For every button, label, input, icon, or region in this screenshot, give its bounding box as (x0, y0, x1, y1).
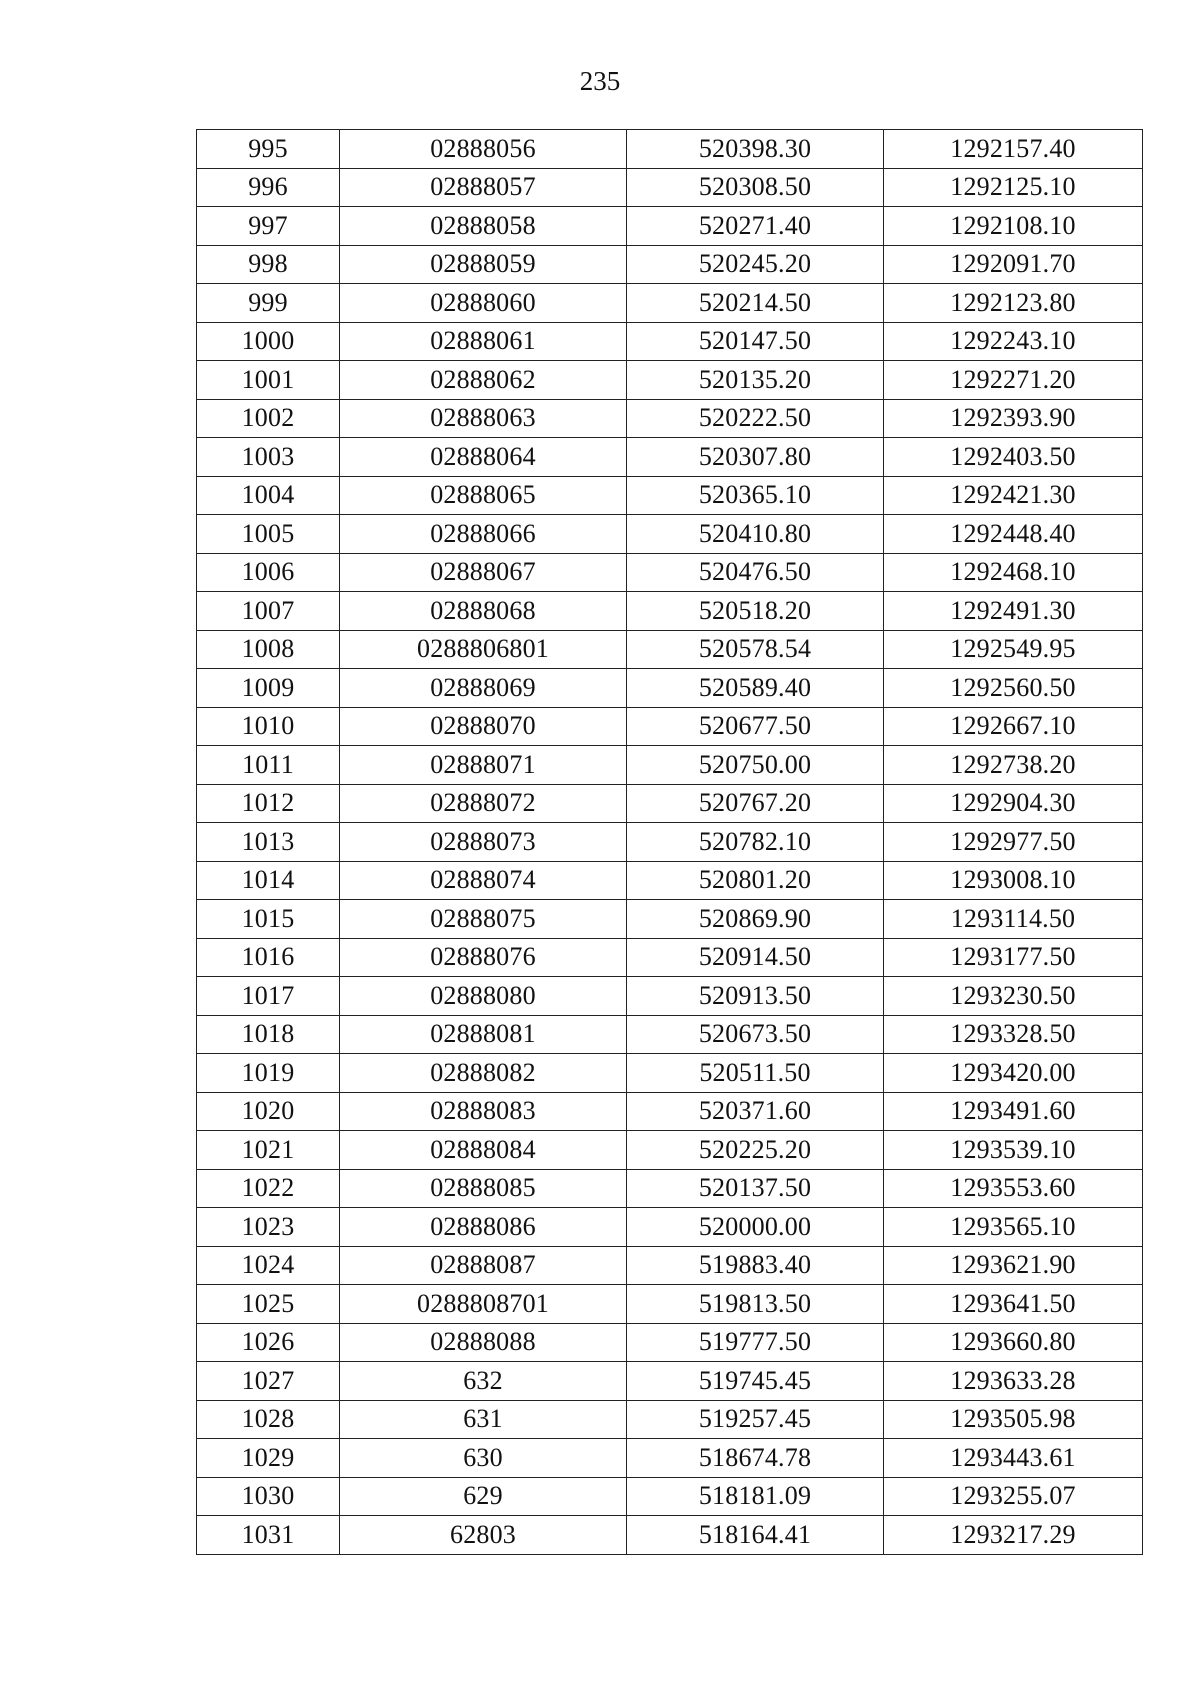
y-coordinate-cell: 1293328.50 (884, 1015, 1143, 1054)
row-index-cell: 1028 (197, 1400, 340, 1439)
point-id-cell: 02888080 (340, 977, 627, 1016)
y-coordinate-cell: 1293505.98 (884, 1400, 1143, 1439)
x-coordinate-cell: 520135.20 (627, 361, 884, 400)
y-coordinate-cell: 1293230.50 (884, 977, 1143, 1016)
row-index-cell: 1022 (197, 1169, 340, 1208)
point-id-cell: 02888069 (340, 669, 627, 708)
point-id-cell: 02888062 (340, 361, 627, 400)
y-coordinate-cell: 1293217.29 (884, 1516, 1143, 1555)
y-coordinate-cell: 1293491.60 (884, 1092, 1143, 1131)
y-coordinate-cell: 1292108.10 (884, 207, 1143, 246)
x-coordinate-cell: 519257.45 (627, 1400, 884, 1439)
x-coordinate-cell: 520271.40 (627, 207, 884, 246)
x-coordinate-cell: 520673.50 (627, 1015, 884, 1054)
x-coordinate-cell: 519777.50 (627, 1323, 884, 1362)
table-row (197, 707, 1143, 746)
point-id-cell: 02888056 (340, 130, 627, 169)
point-id-cell: 02888070 (340, 707, 627, 746)
y-coordinate-cell: 1292403.50 (884, 438, 1143, 477)
row-index-cell: 1031 (197, 1516, 340, 1555)
table-row (197, 1439, 1143, 1478)
row-index-cell: 1014 (197, 861, 340, 900)
x-coordinate-cell: 520365.10 (627, 476, 884, 515)
point-id-cell: 02888081 (340, 1015, 627, 1054)
table-body (197, 130, 1143, 1555)
point-id-cell: 02888072 (340, 784, 627, 823)
table-row (197, 322, 1143, 361)
table-row (197, 1362, 1143, 1401)
x-coordinate-cell: 520245.20 (627, 245, 884, 284)
row-index-cell: 1020 (197, 1092, 340, 1131)
y-coordinate-cell: 1293114.50 (884, 900, 1143, 939)
x-coordinate-cell: 520750.00 (627, 746, 884, 785)
x-coordinate-cell: 520000.00 (627, 1208, 884, 1247)
x-coordinate-cell: 520225.20 (627, 1131, 884, 1170)
row-index-cell: 996 (197, 168, 340, 207)
table-row (197, 861, 1143, 900)
point-id-cell: 02888057 (340, 168, 627, 207)
x-coordinate-cell: 520767.20 (627, 784, 884, 823)
point-id-cell: 02888073 (340, 823, 627, 862)
row-index-cell: 1010 (197, 707, 340, 746)
table-row (197, 1477, 1143, 1516)
row-index-cell: 995 (197, 130, 340, 169)
x-coordinate-cell: 519813.50 (627, 1285, 884, 1324)
y-coordinate-cell: 1292421.30 (884, 476, 1143, 515)
row-index-cell: 1002 (197, 399, 340, 438)
table-row (197, 1516, 1143, 1555)
point-id-cell: 02888071 (340, 746, 627, 785)
row-index-cell: 1024 (197, 1246, 340, 1285)
y-coordinate-cell: 1293420.00 (884, 1054, 1143, 1093)
point-id-cell: 02888068 (340, 592, 627, 631)
point-id-cell: 02888059 (340, 245, 627, 284)
x-coordinate-cell: 519745.45 (627, 1362, 884, 1401)
table-row (197, 1400, 1143, 1439)
y-coordinate-cell: 1293660.80 (884, 1323, 1143, 1362)
x-coordinate-cell: 520589.40 (627, 669, 884, 708)
row-index-cell: 1008 (197, 630, 340, 669)
x-coordinate-cell: 520476.50 (627, 553, 884, 592)
x-coordinate-cell: 520222.50 (627, 399, 884, 438)
table-row (197, 784, 1143, 823)
y-coordinate-cell: 1292549.95 (884, 630, 1143, 669)
y-coordinate-cell: 1293255.07 (884, 1477, 1143, 1516)
point-id-cell: 0288808701 (340, 1285, 627, 1324)
y-coordinate-cell: 1293443.61 (884, 1439, 1143, 1478)
coordinates-table (196, 129, 1143, 1555)
row-index-cell: 1004 (197, 476, 340, 515)
row-index-cell: 1015 (197, 900, 340, 939)
row-index-cell: 1011 (197, 746, 340, 785)
x-coordinate-cell: 520511.50 (627, 1054, 884, 1093)
table-row (197, 361, 1143, 400)
table-row (197, 399, 1143, 438)
row-index-cell: 997 (197, 207, 340, 246)
y-coordinate-cell: 1292491.30 (884, 592, 1143, 631)
row-index-cell: 1018 (197, 1015, 340, 1054)
y-coordinate-cell: 1293177.50 (884, 938, 1143, 977)
y-coordinate-cell: 1292125.10 (884, 168, 1143, 207)
table-row (197, 1054, 1143, 1093)
row-index-cell: 1029 (197, 1439, 340, 1478)
y-coordinate-cell: 1293621.90 (884, 1246, 1143, 1285)
table-row (197, 977, 1143, 1016)
table-row (197, 1208, 1143, 1247)
y-coordinate-cell: 1292123.80 (884, 284, 1143, 323)
row-index-cell: 1005 (197, 515, 340, 554)
x-coordinate-cell: 518181.09 (627, 1477, 884, 1516)
table-row (197, 1015, 1143, 1054)
y-coordinate-cell: 1292667.10 (884, 707, 1143, 746)
row-index-cell: 1009 (197, 669, 340, 708)
table-row (197, 207, 1143, 246)
point-id-cell: 02888061 (340, 322, 627, 361)
table-row (197, 592, 1143, 631)
point-id-cell: 02888087 (340, 1246, 627, 1285)
point-id-cell: 0288806801 (340, 630, 627, 669)
point-id-cell: 02888084 (340, 1131, 627, 1170)
point-id-cell: 02888064 (340, 438, 627, 477)
x-coordinate-cell: 520869.90 (627, 900, 884, 939)
table-row (197, 168, 1143, 207)
point-id-cell: 02888083 (340, 1092, 627, 1131)
point-id-cell: 02888082 (340, 1054, 627, 1093)
point-id-cell: 02888067 (340, 553, 627, 592)
point-id-cell: 02888088 (340, 1323, 627, 1362)
point-id-cell: 02888086 (340, 1208, 627, 1247)
row-index-cell: 1016 (197, 938, 340, 977)
row-index-cell: 1013 (197, 823, 340, 862)
y-coordinate-cell: 1292977.50 (884, 823, 1143, 862)
y-coordinate-cell: 1292738.20 (884, 746, 1143, 785)
table-row (197, 438, 1143, 477)
x-coordinate-cell: 520914.50 (627, 938, 884, 977)
y-coordinate-cell: 1292904.30 (884, 784, 1143, 823)
row-index-cell: 998 (197, 245, 340, 284)
row-index-cell: 1025 (197, 1285, 340, 1324)
row-index-cell: 1006 (197, 553, 340, 592)
y-coordinate-cell: 1292157.40 (884, 130, 1143, 169)
x-coordinate-cell: 518164.41 (627, 1516, 884, 1555)
row-index-cell: 1023 (197, 1208, 340, 1247)
x-coordinate-cell: 520913.50 (627, 977, 884, 1016)
row-index-cell: 1003 (197, 438, 340, 477)
table-row (197, 130, 1143, 169)
table-row (197, 553, 1143, 592)
x-coordinate-cell: 519883.40 (627, 1246, 884, 1285)
row-index-cell: 999 (197, 284, 340, 323)
point-id-cell: 02888074 (340, 861, 627, 900)
y-coordinate-cell: 1293633.28 (884, 1362, 1143, 1401)
table-row (197, 284, 1143, 323)
y-coordinate-cell: 1292560.50 (884, 669, 1143, 708)
x-coordinate-cell: 520398.30 (627, 130, 884, 169)
table-row (197, 630, 1143, 669)
table-row (197, 1246, 1143, 1285)
x-coordinate-cell: 520137.50 (627, 1169, 884, 1208)
row-index-cell: 1021 (197, 1131, 340, 1170)
table-row (197, 1092, 1143, 1131)
y-coordinate-cell: 1292271.20 (884, 361, 1143, 400)
y-coordinate-cell: 1292243.10 (884, 322, 1143, 361)
table-row (197, 823, 1143, 862)
x-coordinate-cell: 520578.54 (627, 630, 884, 669)
x-coordinate-cell: 520308.50 (627, 168, 884, 207)
y-coordinate-cell: 1292393.90 (884, 399, 1143, 438)
point-id-cell: 629 (340, 1477, 627, 1516)
row-index-cell: 1030 (197, 1477, 340, 1516)
x-coordinate-cell: 520518.20 (627, 592, 884, 631)
x-coordinate-cell: 518674.78 (627, 1439, 884, 1478)
table-row (197, 1169, 1143, 1208)
table-row (197, 746, 1143, 785)
row-index-cell: 1019 (197, 1054, 340, 1093)
table-row (197, 669, 1143, 708)
point-id-cell: 632 (340, 1362, 627, 1401)
table-row (197, 938, 1143, 977)
page-number: 235 (579, 66, 621, 96)
y-coordinate-cell: 1293008.10 (884, 861, 1143, 900)
table-row (197, 245, 1143, 284)
row-index-cell: 1027 (197, 1362, 340, 1401)
point-id-cell: 02888060 (340, 284, 627, 323)
point-id-cell: 02888085 (340, 1169, 627, 1208)
row-index-cell: 1012 (197, 784, 340, 823)
table-row (197, 1285, 1143, 1324)
table-row (197, 515, 1143, 554)
y-coordinate-cell: 1293553.60 (884, 1169, 1143, 1208)
point-id-cell: 02888058 (340, 207, 627, 246)
table-row (197, 476, 1143, 515)
x-coordinate-cell: 520214.50 (627, 284, 884, 323)
x-coordinate-cell: 520371.60 (627, 1092, 884, 1131)
point-id-cell: 02888076 (340, 938, 627, 977)
x-coordinate-cell: 520147.50 (627, 322, 884, 361)
x-coordinate-cell: 520801.20 (627, 861, 884, 900)
table-row (197, 1323, 1143, 1362)
point-id-cell: 62803 (340, 1516, 627, 1555)
point-id-cell: 02888066 (340, 515, 627, 554)
point-id-cell: 631 (340, 1400, 627, 1439)
row-index-cell: 1026 (197, 1323, 340, 1362)
point-id-cell: 02888075 (340, 900, 627, 939)
table-row (197, 1131, 1143, 1170)
x-coordinate-cell: 520677.50 (627, 707, 884, 746)
table-row (197, 900, 1143, 939)
row-index-cell: 1007 (197, 592, 340, 631)
y-coordinate-cell: 1293565.10 (884, 1208, 1143, 1247)
y-coordinate-cell: 1292448.40 (884, 515, 1143, 554)
y-coordinate-cell: 1293539.10 (884, 1131, 1143, 1170)
y-coordinate-cell: 1292468.10 (884, 553, 1143, 592)
x-coordinate-cell: 520410.80 (627, 515, 884, 554)
row-index-cell: 1001 (197, 361, 340, 400)
row-index-cell: 1017 (197, 977, 340, 1016)
point-id-cell: 02888063 (340, 399, 627, 438)
x-coordinate-cell: 520307.80 (627, 438, 884, 477)
point-id-cell: 630 (340, 1439, 627, 1478)
y-coordinate-cell: 1293641.50 (884, 1285, 1143, 1324)
row-index-cell: 1000 (197, 322, 340, 361)
x-coordinate-cell: 520782.10 (627, 823, 884, 862)
y-coordinate-cell: 1292091.70 (884, 245, 1143, 284)
point-id-cell: 02888065 (340, 476, 627, 515)
